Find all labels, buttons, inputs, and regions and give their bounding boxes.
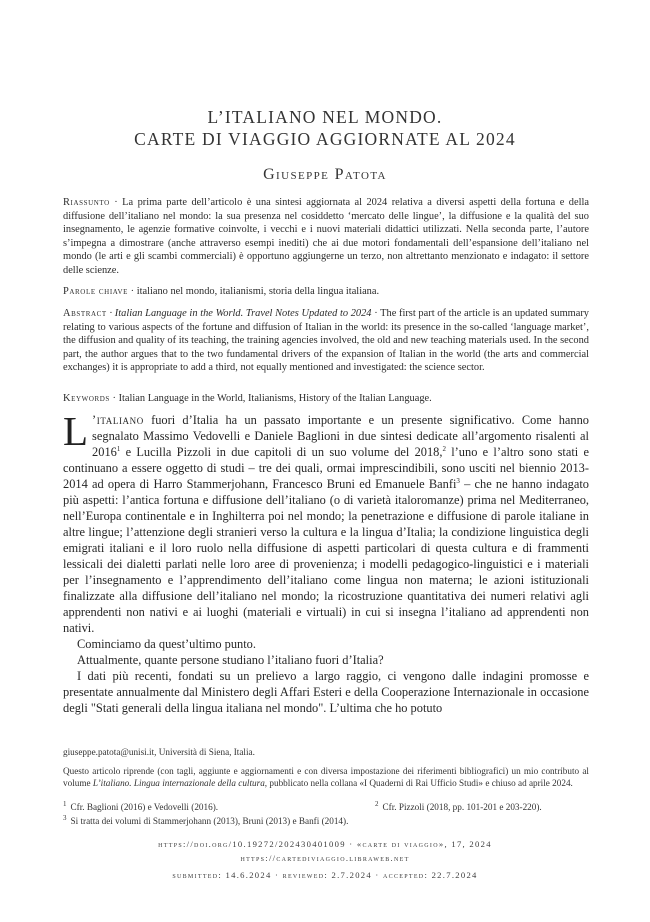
article-body [63,408,589,716]
abstract-italian [63,196,589,278]
abstract-english [63,307,589,389]
body-paragraph-4: I dati più recenti, fondati su un prelievo a largo raggio, ci vengono dalle indagini promosse e presentate annualmente dal Ministero degli Affari Esteri e della Cooperazione Internazionale in occasione degli "Stati generali della lingua italiana nel mondo". L’ultima che ho potuto [63,669,589,715]
footnote-number: 3 [63,814,67,822]
footnote-text: Cfr. Baglioni (2016) e Vedovelli (2016). [70,802,219,813]
keywords-english-label: Keywords [63,393,110,404]
footnote-3 [63,812,589,827]
keywords-italian [63,285,589,299]
abstract-italian-label: Riassunto [63,197,110,208]
footnote-ref-1[interactable]: 1 [116,444,121,453]
website-link[interactable]: https://cartediviaggio.libraweb.net [240,853,410,863]
footnote-text: Cfr. Pizzoli (2018, pp. 101-201 e 203-220). [382,802,542,813]
doi-line[interactable]: https://doi.org/10.19272/202430401009 · «carte di viaggio», 17, 2024 [158,839,492,849]
footnote-number: 2 [375,800,379,808]
note-book-title: L’italiano. Lingua internazionale della cultura [92,778,265,789]
article-title-line-2: CARTE DI VIAGGIO AGGIORNATE AL 2024 [134,129,516,149]
abstract-english-label: Abstract [63,308,107,319]
footnote-ref-2[interactable]: 2 [442,444,446,453]
note-text: Questo articolo riprende (con tagli, aggiunte e aggiornamenti e con diversa impostazione dei riferimenti bibliografici) un mio contributo al volume [63,766,589,789]
note-text: , pubblicato nella collana «I Quaderni di Rai Ufficio Studi» e chiuso ad aprile 2024. [264,778,573,789]
keywords-italian-label: Parole chiave [63,286,129,297]
article-title-line-1: L’ITALIANO NEL MONDO. [207,107,443,127]
keywords-english-text: · Italian Language in the World, Italianisms, History of the Italian Language. [109,393,432,404]
abstract-italian-text: · La prima parte dell’articolo è una sintesi aggiornata al 2024 relativa a diversi aspetti della fortuna e della diffusione dell’italiano nel mondo: la sua presenza nel cosiddetto ‘mercato delle lingue’, la diffusione e la qualità del suo insegnamento, le agenzie formative coinvolte, i vecchi e i nuovi materiali didattici utilizzati. Nella seconda parte, l’autore s’impegna a dimostrare (anche attraverso esempi inediti) che ai due motori fondamentali dell’espansione dell’italiano nel mondo (le arti e gli scambi commerciali) è opportuno aggiungerne un terzo, non altrettanto menzionato e indagato: il settore delle scienze. [63,197,589,276]
footnote-ref-3[interactable]: 3 [456,476,460,485]
body-paragraph-1 [63,408,589,636]
body-text: fuori d’Italia ha un passato importante e un presente significativo. Come hanno segnalato Massimo Vedovelli e Daniele Baglioni in due sintesi dedicate all’argomento risalenti al 2016 [92,413,589,459]
footnote-text: Si tratta dei volumi di Stammerjohann (2013), Bruni (2013) e Banfi (2014). [70,816,349,827]
abstract-english-text: · The first part of the article is an updated summary relating to various aspects of the fortune and diffusion of Italian in the world: its presence in the so-called ‘language market’, the diffusion and quality of its teaching, the training agencies involved, the old and new teaching materials used. In the second part, the author argues that to the two fundamental drivers of the expansion of Italian in the world (the arts and commercial exchanges) it is appropriate to add a third, not equally mentioned and investigated: the science sector. [63,308,589,374]
body-text: l’uno e l’altro sono stati e continuano a essere oggetto di studi – tre dei quali, ormai imprescindibili, sono usciti nel biennio 2013-2014 ad opera di Harro Stammerjohann, Francesco Bruni ed Emanuele Banfi [63,445,589,491]
drop-cap: L [63,408,89,454]
footnote-number: 1 [63,800,67,808]
article-note [63,765,589,790]
body-text: – che ne hanno indagato più aspetti: l’antica fortuna e diffusione dell’italiano (o di varietà italoromanze) prima nel Mediterraneo, nell’Europa continentale e in Inghilterra poi nel mondo; la penetrazione e diffusione di parole italiane in altre lingue; l’attenzione degli stranieri verso la cultura e la lingua d’Italia; la condizione linguistica degli emigrati italiani e il loro ruolo nella diffusione di aspetti particolari di questa cultura e di frammenti lessicali dei dialetti parlati nelle loro aree di provenienza; i modelli pedagogico-linguistici e i materiali per l’insegnamento e l’apprendimento dell’italiano come lingua non materna; le azioni istituzionali finalizzate alla diffusione dell’italiano nel mondo; la ricostruzione quantitativa dei numeri relativi agli apprendenti non nativi e ai luoghi (materiali e virtuali) in cui si insegna l’italiano ad apprendenti non nativi. [63,477,589,635]
author-email: giuseppe.patota@unisi.it, Università di Siena, Italia. [63,747,255,757]
article-author: Giuseppe Patota [263,166,387,183]
abstract-english-title: · Italian Language in the World. Travel Notes Updated to 2024 [106,308,372,319]
keywords-italian-text: · italiano nel mondo, italianismi, storia della lingua italiana. [128,286,380,297]
body-paragraph-3: Attualmente, quante persone studiano l’italiano fuori d’Italia? [77,653,384,667]
opening-small-caps: ’italiano [92,413,144,427]
body-paragraph-2: Cominciamo da quest’ultimo punto. [77,637,256,651]
keywords-english [63,392,589,406]
body-text: e Lucilla Pizzoli in due capitoli di un suo volume del 2018, [120,445,443,459]
submission-dates: submitted: 14.6.2024 · reviewed: 2.7.2024 · accepted: 22.7.2024 [172,870,478,880]
